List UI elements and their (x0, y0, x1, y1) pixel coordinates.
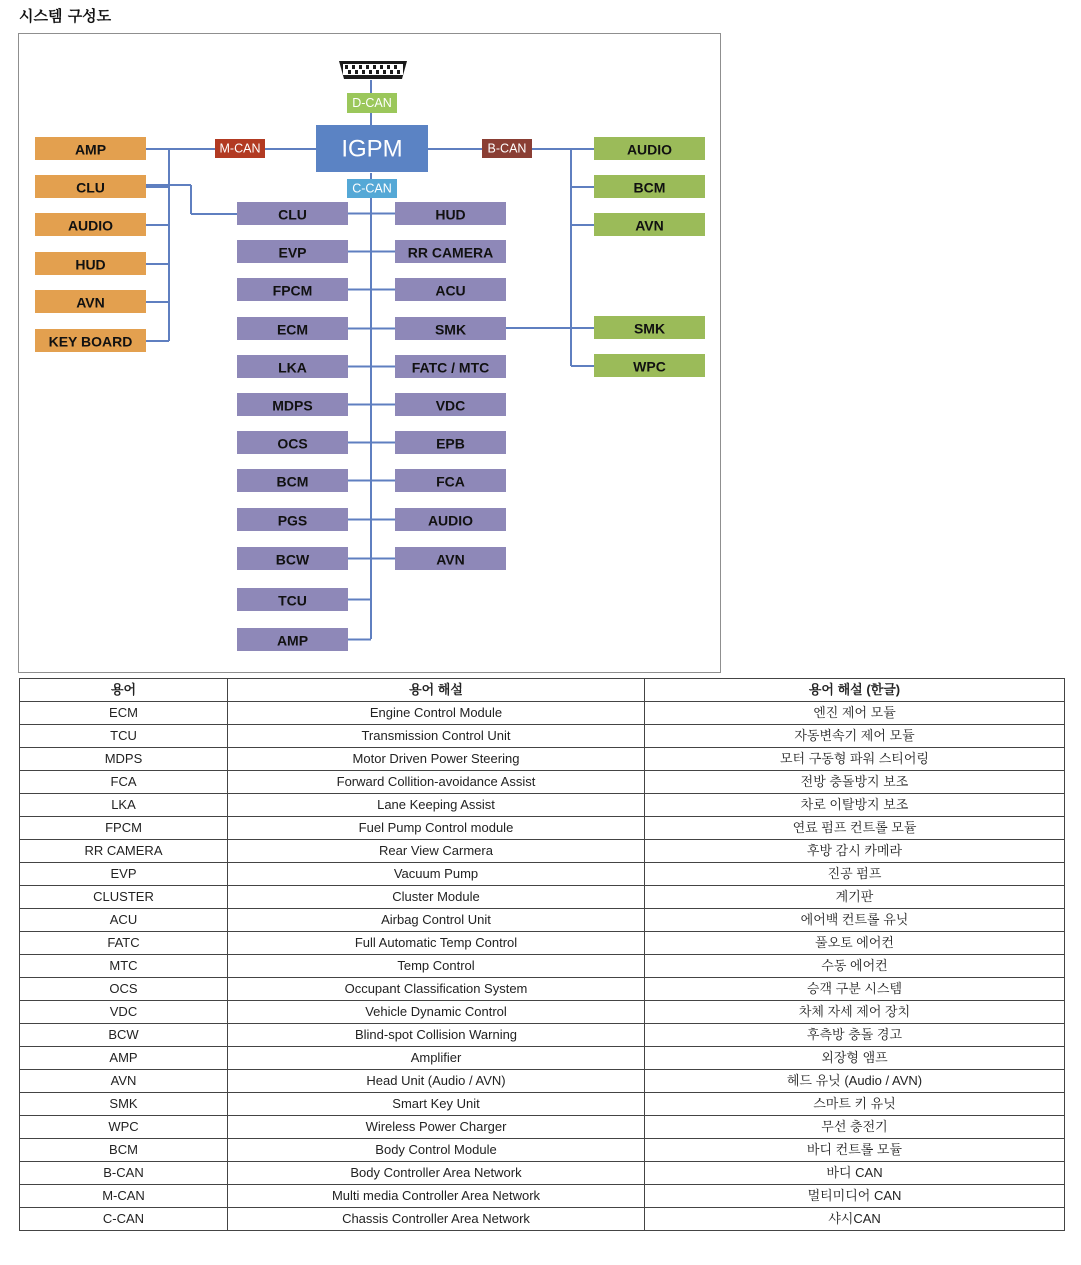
description-cell: Lane Keeping Assist (228, 794, 645, 817)
m-can-module (35, 290, 146, 313)
table-row (20, 771, 1065, 794)
c-can-module-left (237, 278, 348, 301)
description-korean-cell: 모터 구동형 파워 스티어링 (645, 748, 1065, 771)
c-can-module-left (237, 628, 348, 651)
c-can-module-right-label: HUD (435, 206, 466, 223)
m-can-module-label: KEY BOARD (48, 333, 133, 350)
c-can-module-right (395, 240, 506, 263)
description-cell: Blind-spot Collision Warning (228, 1024, 645, 1047)
term-cell: FPCM (20, 817, 228, 840)
table-row (20, 1162, 1065, 1185)
system-diagram-svg (19, 34, 720, 672)
table-row (20, 1001, 1065, 1024)
c-can-module-right-label: FATC / MTC (411, 359, 490, 376)
c-can-module-right (395, 469, 506, 492)
m-can-module-label: AVN (76, 294, 105, 311)
description-cell: Body Control Module (228, 1139, 645, 1162)
table-row (20, 1070, 1065, 1093)
description-cell: Full Automatic Temp Control (228, 932, 645, 955)
term-cell: OCS (20, 978, 228, 1001)
description-korean-cell: 헤드 유닛 (Audio / AVN) (645, 1070, 1065, 1093)
description-korean-cell: 수동 에어컨 (645, 955, 1065, 978)
m-can-module (35, 175, 146, 198)
c-can-module-left (237, 588, 348, 611)
m-can-module (35, 213, 146, 236)
description-korean-cell: 진공 펌프 (645, 863, 1065, 886)
description-cell: Wireless Power Charger (228, 1116, 645, 1139)
terms-table (19, 678, 1065, 1231)
table-row (20, 794, 1065, 817)
description-korean-cell: 바디 CAN (645, 1162, 1065, 1185)
table-row (20, 1093, 1065, 1116)
c-can-module-right-label: VDC (435, 397, 466, 414)
description-korean-cell: 풀오토 에어컨 (645, 932, 1065, 955)
c-can-module-right (395, 508, 506, 531)
c-can-module-right (395, 393, 506, 416)
b-can-module-label: SMK (633, 320, 666, 337)
description-cell: Vacuum Pump (228, 863, 645, 886)
description-korean-cell: 에어백 컨트롤 유닛 (645, 909, 1065, 932)
c-can-module-left-label: LKA (278, 359, 307, 376)
term-cell: TCU (20, 725, 228, 748)
svg-text:C-CAN: C-CAN (352, 181, 392, 196)
description-cell: Temp Control (228, 955, 645, 978)
table-row (20, 725, 1065, 748)
description-korean-cell: 무선 충전기 (645, 1116, 1065, 1139)
obd-connector-icon (339, 61, 407, 79)
term-cell: VDC (20, 1001, 228, 1024)
b-can-module-label: WPC (633, 358, 666, 375)
description-cell: Occupant Classification System (228, 978, 645, 1001)
c-can-module-right (395, 278, 506, 301)
c-can-module-left-label: TCU (278, 592, 307, 609)
svg-text:B-CAN: B-CAN (487, 141, 527, 156)
b-can-label (482, 139, 532, 158)
description-korean-cell: 연료 펌프 컨트롤 모듈 (645, 817, 1065, 840)
table-row (20, 886, 1065, 909)
description-cell: Transmission Control Unit (228, 725, 645, 748)
table-header-row (20, 679, 1065, 702)
c-can-module-right (395, 202, 506, 225)
description-cell: Chassis Controller Area Network (228, 1208, 645, 1231)
description-korean-cell: 전방 충돌방지 보조 (645, 771, 1065, 794)
table-row (20, 1047, 1065, 1070)
c-can-module-left-label: BCM (276, 473, 309, 490)
table-row (20, 702, 1065, 725)
c-can-module-left-label: FPCM (272, 282, 313, 299)
description-cell: Amplifier (228, 1047, 645, 1070)
description-cell: Fuel Pump Control module (228, 817, 645, 840)
m-can-module-label: HUD (75, 256, 106, 273)
table-row (20, 978, 1065, 1001)
table-row (20, 1185, 1065, 1208)
description-korean-cell: 자동변속기 제어 모듈 (645, 725, 1065, 748)
svg-text:M-CAN: M-CAN (219, 141, 261, 156)
term-cell: LKA (20, 794, 228, 817)
m-can-module-label: CLU (76, 179, 105, 196)
description-cell: Forward Collition-avoidance Assist (228, 771, 645, 794)
term-cell: M-CAN (20, 1185, 228, 1208)
description-cell: Smart Key Unit (228, 1093, 645, 1116)
description-korean-cell: 샤시CAN (645, 1208, 1065, 1231)
m-can-label (215, 139, 265, 158)
m-can-module-label: AUDIO (67, 217, 114, 234)
term-cell: CLUSTER (20, 886, 228, 909)
system-diagram (18, 33, 721, 673)
term-cell: MTC (20, 955, 228, 978)
description-korean-cell: 멀티미디어 CAN (645, 1185, 1065, 1208)
c-can-module-left-label: AMP (276, 632, 309, 649)
c-can-module-right-label: SMK (434, 321, 467, 338)
b-can-module (594, 316, 705, 339)
description-cell: Head Unit (Audio / AVN) (228, 1070, 645, 1093)
description-korean-cell: 스마트 키 유닛 (645, 1093, 1065, 1116)
description-cell: Engine Control Module (228, 702, 645, 725)
c-can-module-right-label: ACU (435, 282, 466, 299)
description-korean-cell: 바디 컨트롤 모듈 (645, 1139, 1065, 1162)
c-can-module-left-label: CLU (278, 206, 307, 223)
c-can-module-left (237, 317, 348, 340)
term-cell: BCM (20, 1139, 228, 1162)
c-can-module-left-label: MDPS (272, 397, 313, 414)
table-row (20, 955, 1065, 978)
table-row (20, 909, 1065, 932)
description-korean-cell: 차체 자세 제어 장치 (645, 1001, 1065, 1024)
description-cell: Multi media Controller Area Network (228, 1185, 645, 1208)
m-can-module (35, 252, 146, 275)
description-korean-cell: 차로 이탈방지 보조 (645, 794, 1065, 817)
c-can-module-left (237, 469, 348, 492)
c-can-module-left-label: EVP (278, 244, 307, 261)
d-can-label (347, 93, 397, 113)
term-cell: FCA (20, 771, 228, 794)
b-can-module-label: AUDIO (626, 141, 673, 158)
c-can-module-left (237, 355, 348, 378)
igpm-hub-label: IGPM (341, 135, 403, 163)
c-can-module-left (237, 202, 348, 225)
description-korean-cell: 후방 감시 카메라 (645, 840, 1065, 863)
term-cell: WPC (20, 1116, 228, 1139)
description-cell: Airbag Control Unit (228, 909, 645, 932)
m-can-module (35, 137, 146, 160)
term-cell: AVN (20, 1070, 228, 1093)
description-cell: Motor Driven Power Steering (228, 748, 645, 771)
description-korean-cell: 외장형 앰프 (645, 1047, 1065, 1070)
c-can-module-right-label: EPB (436, 435, 465, 452)
description-korean-cell: 후측방 충돌 경고 (645, 1024, 1065, 1047)
term-cell: B-CAN (20, 1162, 228, 1185)
description-cell: Vehicle Dynamic Control (228, 1001, 645, 1024)
b-can-module (594, 354, 705, 377)
term-cell: C-CAN (20, 1208, 228, 1231)
table-row (20, 863, 1065, 886)
b-can-module (594, 137, 705, 160)
description-korean-cell: 계기판 (645, 886, 1065, 909)
header-description-korean: 용어 해설 (한글) (645, 679, 1065, 702)
table-row (20, 1116, 1065, 1139)
b-can-module-label: BCM (633, 179, 666, 196)
c-can-label (347, 179, 397, 198)
c-can-module-left-label: ECM (276, 321, 309, 338)
description-korean-cell: 승객 구분 시스템 (645, 978, 1065, 1001)
c-can-module-right-label: AUDIO (427, 512, 474, 529)
description-cell: Cluster Module (228, 886, 645, 909)
page-title: 시스템 구성도 (19, 7, 112, 25)
c-can-module-right-label: FCA (436, 473, 465, 490)
table-row (20, 840, 1065, 863)
c-can-module-right (395, 431, 506, 454)
term-cell: ACU (20, 909, 228, 932)
table-row (20, 1024, 1065, 1047)
description-korean-cell: 엔진 제어 모듈 (645, 702, 1065, 725)
term-cell: MDPS (20, 748, 228, 771)
c-can-module-left (237, 240, 348, 263)
term-cell: AMP (20, 1047, 228, 1070)
header-term: 용어 (20, 679, 228, 702)
term-cell: EVP (20, 863, 228, 886)
term-cell: BCW (20, 1024, 228, 1047)
igpm-hub (316, 125, 428, 172)
b-can-module-label: AVN (635, 217, 664, 234)
c-can-module-left (237, 508, 348, 531)
term-cell: ECM (20, 702, 228, 725)
b-can-module (594, 175, 705, 198)
term-cell: FATC (20, 932, 228, 955)
description-cell: Rear View Carmera (228, 840, 645, 863)
c-can-module-left (237, 547, 348, 570)
table-row (20, 817, 1065, 840)
description-cell: Body Controller Area Network (228, 1162, 645, 1185)
c-can-module-left-label: BCW (275, 551, 310, 568)
b-can-module (594, 213, 705, 236)
c-can-module-right-label: RR CAMERA (407, 244, 494, 261)
c-can-module-right (395, 547, 506, 570)
c-can-module-right (395, 355, 506, 378)
header-description: 용어 해설 (228, 679, 645, 702)
c-can-module-left-label: PGS (277, 512, 308, 529)
m-can-module-label: AMP (74, 141, 107, 158)
term-cell: RR CAMERA (20, 840, 228, 863)
table-row (20, 1208, 1065, 1231)
table-row (20, 932, 1065, 955)
m-can-module (35, 329, 146, 352)
c-can-module-left (237, 431, 348, 454)
c-can-module-right (395, 317, 506, 340)
svg-text:D-CAN: D-CAN (352, 96, 392, 110)
table-row (20, 748, 1065, 771)
c-can-module-right-label: AVN (436, 551, 465, 568)
c-can-module-left-label: OCS (277, 435, 308, 452)
term-cell: SMK (20, 1093, 228, 1116)
table-row (20, 1139, 1065, 1162)
c-can-module-left (237, 393, 348, 416)
